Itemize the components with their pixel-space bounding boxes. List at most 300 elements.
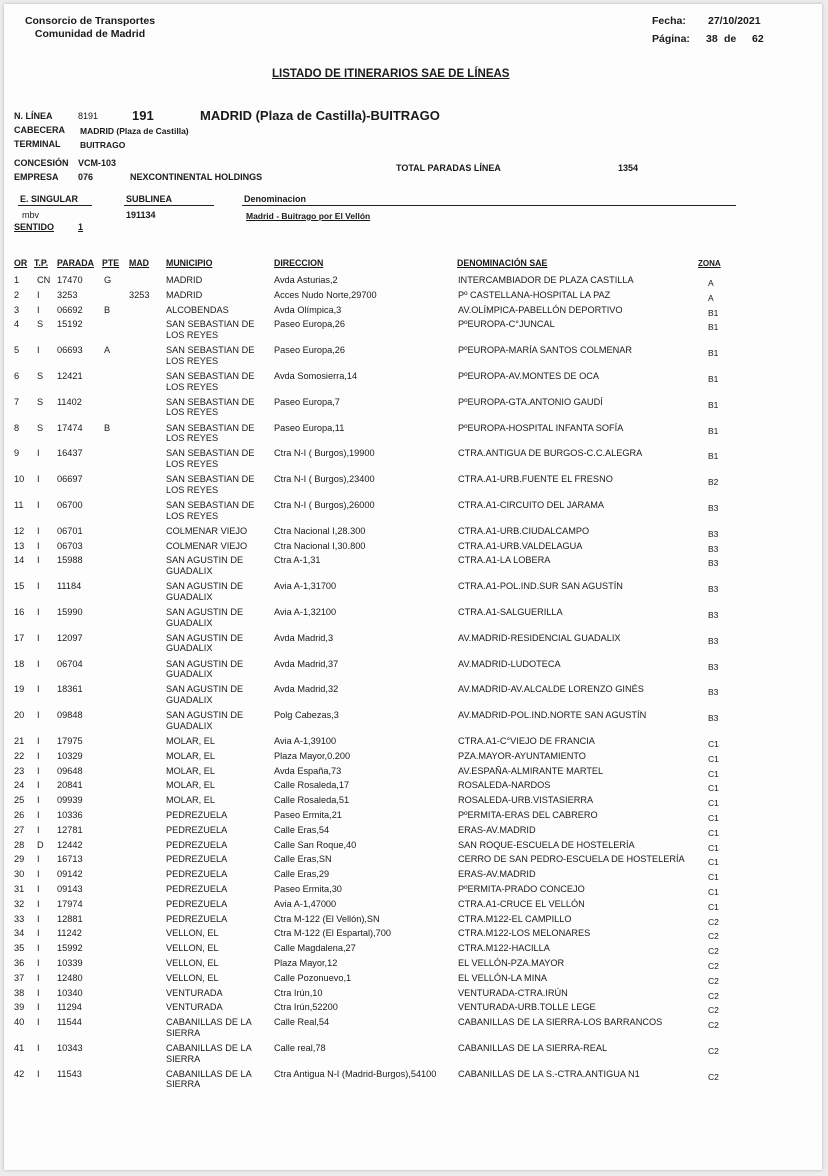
cell-denominacion-sae: CTRA.A1-URB.FUENTE EL FRESNO bbox=[458, 474, 613, 485]
cell-tp: I bbox=[37, 854, 40, 865]
cell-zona: C2 bbox=[708, 1046, 719, 1056]
cell-direccion: Calle San Roque,40 bbox=[274, 839, 357, 850]
cell-direccion: Ctra Antigua N-I (Madrid-Burgos),54100 bbox=[274, 1068, 437, 1079]
cell-municipio: MOLAR, EL bbox=[166, 765, 216, 776]
cell-zona: B3 bbox=[708, 528, 719, 539]
cell-parada: 12097 bbox=[57, 632, 83, 643]
column-header-denominacion-sae: DENOMINACIÓN SAE bbox=[457, 258, 548, 268]
cell-parada: 09143 bbox=[57, 884, 83, 894]
cell-pte: B bbox=[104, 304, 111, 315]
cell-or: 24 bbox=[14, 780, 25, 791]
sublinea-value: 191134 bbox=[126, 210, 156, 220]
nlinea-code: 8191 bbox=[78, 111, 99, 121]
cell-parada: 12421 bbox=[57, 371, 83, 381]
column-header-parada: PARADA bbox=[57, 258, 94, 268]
cell-denominacion-sae: SAN ROQUE-ESCUELA DE HOSTELERÍA bbox=[458, 839, 635, 850]
cell-parada: 12881 bbox=[57, 913, 83, 924]
cell-direccion: Avda España,73 bbox=[274, 765, 342, 776]
cell-tp: S bbox=[37, 422, 44, 433]
cell-denominacion-sae: Pº CASTELLANA-HOSPITAL LA PAZ bbox=[458, 289, 611, 300]
org-line-1: Consorcio de Transportes bbox=[24, 15, 156, 27]
cell-zona: B1 bbox=[708, 451, 719, 462]
cell-zona: C1 bbox=[708, 783, 719, 794]
line-name: MADRID (Plaza de Castilla)-BUITRAGO bbox=[200, 108, 440, 123]
cell-tp: I bbox=[37, 474, 40, 485]
cell-denominacion-sae: ERAS-AV.MADRID bbox=[458, 824, 536, 835]
cell-parada: 17470 bbox=[57, 275, 83, 285]
cell-zona: B2 bbox=[708, 477, 719, 488]
cell-tp: I bbox=[37, 750, 40, 761]
table-row bbox=[4, 973, 822, 988]
cell-parada: 20841 bbox=[57, 780, 83, 791]
cell-municipio: SAN SEBASTIAN DE LOS REYES bbox=[166, 345, 255, 366]
table-row bbox=[4, 780, 822, 795]
cell-direccion: Avda Madrid,37 bbox=[274, 658, 339, 669]
cell-tp: I bbox=[37, 607, 40, 617]
cell-denominacion-sae: AV.ESPAÑA-ALMIRANTE MARTEL bbox=[458, 765, 604, 776]
cell-denominacion-sae: CTRA.A1-CRUCE EL VELLÓN bbox=[458, 898, 585, 909]
cell-direccion: Avda Olímpica,3 bbox=[274, 304, 342, 315]
concesion-label: CONCESIÓN bbox=[14, 158, 69, 168]
cell-zona: B3 bbox=[708, 687, 719, 698]
cell-parada: 17975 bbox=[57, 736, 83, 746]
cell-direccion: Paseo Europa,26 bbox=[274, 319, 346, 330]
cell-municipio: VENTURADA bbox=[166, 1002, 223, 1013]
empresa-label: EMPRESA bbox=[14, 172, 59, 182]
cell-tp: I bbox=[37, 555, 40, 566]
cell-parada: 11544 bbox=[57, 1017, 82, 1028]
cell-denominacion-sae: CTRA.A1-LA LOBERA bbox=[458, 555, 551, 566]
cell-or: 28 bbox=[14, 839, 25, 850]
cell-parada: 11184 bbox=[57, 581, 82, 592]
cell-municipio: PEDREZUELA bbox=[166, 869, 228, 880]
cell-tp: I bbox=[37, 710, 40, 721]
cell-zona: C1 bbox=[708, 901, 719, 912]
cell-zona: B3 bbox=[708, 543, 719, 554]
cell-direccion: Avia A-1,31700 bbox=[274, 581, 337, 592]
cell-tp: I bbox=[37, 928, 40, 939]
table-row bbox=[4, 914, 822, 929]
cell-or: 22 bbox=[14, 750, 25, 761]
cell-tp: I bbox=[37, 780, 40, 791]
cell-municipio: SAN AGUSTIN DE GUADALIX bbox=[166, 632, 244, 654]
concesion-value: VCM-103 bbox=[78, 158, 117, 168]
cell-or: 33 bbox=[14, 913, 25, 924]
cell-parada: 06700 bbox=[57, 500, 83, 510]
table-row bbox=[4, 581, 822, 607]
cell-parada: 10336 bbox=[57, 810, 83, 820]
cell-municipio: PEDREZUELA bbox=[166, 839, 228, 850]
cell-tp: I bbox=[37, 736, 40, 746]
cell-or: 18 bbox=[14, 658, 25, 669]
table-row bbox=[4, 474, 822, 500]
cell-direccion: Paseo Ermita,21 bbox=[274, 810, 342, 820]
empresa-code: 076 bbox=[78, 172, 94, 182]
cell-tp: I bbox=[37, 972, 40, 983]
cell-denominacion-sae: CTRA.A1-CIRCUITO DEL JARAMA bbox=[458, 500, 604, 510]
cell-municipio: CABANILLAS DE LA SIERRA bbox=[166, 1068, 252, 1090]
pagina-de: de bbox=[724, 33, 737, 45]
cell-parada: 11294 bbox=[57, 1002, 82, 1013]
cell-or: 7 bbox=[14, 396, 20, 407]
cell-zona: C1 bbox=[708, 768, 719, 779]
cell-denominacion-sae: PºEUROPA-MARÍA SANTOS COLMENAR bbox=[458, 345, 633, 356]
cell-direccion: Avda Somosierra,14 bbox=[274, 371, 358, 381]
table-row bbox=[4, 766, 822, 781]
cell-municipio: CABANILLAS DE LA SIERRA bbox=[166, 1043, 252, 1064]
cell-or: 36 bbox=[14, 958, 25, 968]
cell-or: 3 bbox=[14, 304, 20, 315]
cell-denominacion-sae: CABANILLAS DE LA SIERRA-REAL bbox=[458, 1043, 608, 1053]
cell-direccion: Calle Eras,SN bbox=[274, 854, 332, 865]
cell-zona: C2 bbox=[708, 931, 719, 942]
cell-or: 12 bbox=[14, 525, 25, 536]
cell-zona: B1 bbox=[708, 399, 719, 410]
cell-parada: 15988 bbox=[57, 555, 83, 566]
cell-municipio: SAN SEBASTIAN DE LOS REYES bbox=[166, 500, 255, 521]
cell-municipio: MOLAR, EL bbox=[166, 780, 216, 791]
table-row bbox=[4, 659, 822, 685]
cell-denominacion-sae: AV.MADRID-LUDOTECA bbox=[458, 658, 561, 669]
cell-direccion: Ctra N-I ( Burgos),19900 bbox=[274, 448, 375, 459]
cell-parada: 17474 bbox=[57, 422, 83, 433]
cell-direccion: Calle real,78 bbox=[274, 1043, 326, 1053]
cell-direccion: Calle Magdalena,27 bbox=[274, 943, 356, 954]
cell-pte: G bbox=[104, 275, 112, 285]
cell-municipio: MOLAR, EL bbox=[166, 795, 216, 806]
cell-tp: I bbox=[37, 765, 40, 776]
cell-tp: I bbox=[37, 1017, 40, 1028]
table-row bbox=[4, 899, 822, 914]
cell-municipio: SAN AGUSTIN DE GUADALIX bbox=[166, 684, 244, 705]
cell-direccion: Polg Cabezas,3 bbox=[274, 710, 339, 721]
cell-parada: 06704 bbox=[57, 658, 83, 669]
cell-or: 40 bbox=[14, 1017, 25, 1028]
cabecera-label: CABECERA bbox=[14, 125, 66, 135]
cell-direccion: Paseo Europa,7 bbox=[274, 396, 340, 407]
cell-tp: S bbox=[37, 371, 44, 381]
cell-tp: I bbox=[37, 824, 40, 835]
table-row bbox=[4, 810, 822, 825]
cell-direccion: Avia A-1,39100 bbox=[274, 736, 337, 746]
org-line-2: Comunidad de Madrid bbox=[34, 28, 146, 40]
cell-tp: CN bbox=[37, 275, 51, 285]
cell-or: 38 bbox=[14, 987, 25, 998]
cell-zona: B3 bbox=[708, 635, 719, 646]
cell-municipio: SAN SEBASTIAN DE LOS REYES bbox=[166, 319, 255, 340]
cell-direccion: Ctra Nacional I,28.300 bbox=[274, 525, 366, 536]
cell-or: 14 bbox=[14, 555, 25, 566]
cell-municipio: SAN SEBASTIAN DE LOS REYES bbox=[166, 422, 255, 444]
cell-direccion: Paseo Europa,11 bbox=[274, 422, 345, 433]
cell-parada: 09848 bbox=[57, 710, 83, 721]
cell-parada: 10339 bbox=[57, 958, 83, 968]
cell-municipio: VENTURADA bbox=[166, 987, 223, 998]
column-header-zona: ZONA bbox=[698, 259, 721, 268]
cell-direccion: Ctra Irún,10 bbox=[274, 987, 323, 998]
cell-tp: I bbox=[37, 987, 40, 998]
cell-tp: I bbox=[37, 1002, 40, 1013]
cell-municipio: SAN SEBASTIAN DE LOS REYES bbox=[166, 396, 255, 418]
cell-direccion: Avda Madrid,3 bbox=[274, 632, 334, 643]
table-row bbox=[4, 684, 822, 710]
cell-denominacion-sae: PºEUROPA-C°JUNCAL bbox=[458, 319, 555, 330]
cell-parada: 11543 bbox=[57, 1068, 82, 1079]
cell-direccion: Ctra N-I ( Burgos),23400 bbox=[274, 474, 375, 485]
cell-zona: B1 bbox=[708, 348, 719, 359]
cell-pte: B bbox=[104, 422, 111, 433]
cell-zona: C2 bbox=[708, 975, 719, 986]
pagina-total: 62 bbox=[752, 33, 764, 45]
cell-municipio: CABANILLAS DE LA SIERRA bbox=[166, 1017, 252, 1038]
cell-municipio: SAN AGUSTIN DE GUADALIX bbox=[166, 607, 244, 628]
cell-tp: I bbox=[37, 540, 40, 551]
cell-parada: 10329 bbox=[57, 750, 83, 761]
cell-denominacion-sae: INTERCAMBIADOR DE PLAZA CASTILLA bbox=[458, 275, 634, 285]
cell-parada: 10340 bbox=[57, 987, 83, 998]
cell-denominacion-sae: CTRA.M122-LOS MELONARES bbox=[458, 928, 591, 939]
sentido-label: SENTIDO bbox=[14, 222, 55, 232]
total-paradas-label: TOTAL PARADAS LÍNEA bbox=[396, 163, 501, 173]
cell-denominacion-sae: VENTURADA-CTRA.IRÚN bbox=[458, 987, 568, 998]
esingular-value: mbv bbox=[22, 210, 40, 220]
cell-or: 15 bbox=[14, 581, 25, 592]
pagina-value: 38 bbox=[706, 33, 718, 45]
cell-denominacion-sae: CTRA.A1-URB.CIUDALCAMPO bbox=[458, 525, 590, 536]
cell-municipio: PEDREZUELA bbox=[166, 810, 228, 820]
cell-or: 29 bbox=[14, 854, 25, 865]
cell-or: 39 bbox=[14, 1002, 25, 1013]
cell-tp: I bbox=[37, 500, 40, 510]
cell-denominacion-sae: CABANILLAS DE LA SIERRA-LOS BARRANCOS bbox=[458, 1017, 663, 1028]
cell-denominacion-sae: CERRO DE SAN PEDRO-ESCUELA DE HOSTELERÍA bbox=[458, 854, 685, 865]
cell-tp: I bbox=[37, 884, 40, 894]
cell-or: 32 bbox=[14, 898, 25, 909]
cell-parada: 15192 bbox=[57, 319, 83, 330]
cell-tp: I bbox=[37, 632, 40, 643]
cell-municipio: SAN AGUSTIN DE GUADALIX bbox=[166, 710, 244, 731]
cell-denominacion-sae: AV.MADRID-AV.ALCALDE LORENZO GINÉS bbox=[458, 684, 644, 695]
cell-zona: B3 bbox=[708, 503, 719, 513]
column-header-or: OR bbox=[14, 258, 28, 268]
cell-denominacion-sae: CTRA.M122-EL CAMPILLO bbox=[458, 913, 572, 924]
table-row bbox=[4, 736, 822, 751]
cell-parada: 06693 bbox=[57, 345, 83, 356]
cell-zona: C1 bbox=[708, 842, 719, 853]
cell-parada: 11402 bbox=[57, 396, 82, 407]
cell-zona: C1 bbox=[708, 857, 719, 868]
cell-parada: 15990 bbox=[57, 607, 83, 617]
organization-name bbox=[4, 15, 176, 41]
cell-parada: 12442 bbox=[57, 839, 83, 850]
table-row bbox=[4, 423, 822, 449]
cell-zona: C2 bbox=[708, 1020, 719, 1031]
cell-denominacion-sae: PºERMITA-ERAS DEL CABRERO bbox=[458, 810, 598, 820]
cell-or: 13 bbox=[14, 540, 25, 551]
table-row bbox=[4, 751, 822, 766]
cell-zona: C1 bbox=[708, 753, 719, 764]
cell-tp: I bbox=[37, 913, 40, 924]
cell-municipio: MADRID bbox=[166, 275, 203, 285]
cell-denominacion-sae: CTRA.A1-C°VIEJO DE FRANCIA bbox=[458, 736, 595, 746]
table-row bbox=[4, 943, 822, 958]
cell-denominacion-sae: EL VELLÓN-LA MINA bbox=[458, 972, 548, 983]
cell-direccion: Calle Eras,54 bbox=[274, 824, 330, 835]
cell-direccion: Avia A-1,47000 bbox=[274, 898, 337, 909]
cell-tp: I bbox=[37, 869, 40, 880]
cell-zona: B1 bbox=[708, 425, 719, 436]
cell-zona: B3 bbox=[708, 584, 719, 595]
cell-parada: 3253 bbox=[57, 289, 78, 300]
cell-direccion: Ctra A-1,31 bbox=[274, 555, 321, 566]
cell-parada: 12480 bbox=[57, 972, 83, 983]
table-row bbox=[4, 305, 822, 320]
cell-municipio: PEDREZUELA bbox=[166, 898, 228, 909]
terminal-label: TERMINAL bbox=[14, 139, 61, 149]
pagina-label: Página: bbox=[652, 33, 690, 45]
cell-or: 2 bbox=[14, 289, 20, 300]
table-row bbox=[4, 526, 822, 541]
table-row bbox=[4, 958, 822, 973]
esingular-label: E. SINGULAR bbox=[20, 194, 79, 204]
cell-zona: C2 bbox=[708, 916, 719, 927]
column-header-direccion: DIRECCION bbox=[274, 258, 324, 268]
cell-tp: I bbox=[37, 810, 40, 820]
table-row bbox=[4, 345, 822, 371]
empresa-name: NEXCONTINENTAL HOLDINGS bbox=[130, 172, 263, 182]
cell-denominacion-sae: AV.MADRID-RESIDENCIAL GUADALIX bbox=[458, 632, 621, 643]
cell-zona: C2 bbox=[708, 946, 719, 957]
table-row bbox=[4, 541, 822, 556]
cell-parada: 06701 bbox=[57, 525, 83, 536]
cell-parada: 06697 bbox=[57, 474, 83, 485]
cell-direccion: Ctra Irún,52200 bbox=[274, 1002, 338, 1013]
cell-parada: 10343 bbox=[57, 1043, 83, 1053]
cell-or: 4 bbox=[14, 319, 20, 330]
table-row bbox=[4, 371, 822, 397]
cell-zona: C2 bbox=[708, 1071, 719, 1082]
nlinea-label: N. LÍNEA bbox=[14, 111, 53, 121]
column-header-mad: MAD bbox=[129, 258, 150, 268]
cell-municipio: COLMENAR VIEJO bbox=[166, 525, 248, 536]
cell-tp: S bbox=[37, 319, 44, 330]
cell-or: 10 bbox=[14, 474, 25, 485]
cell-denominacion-sae: CTRA.M122-HACILLA bbox=[458, 943, 550, 954]
cell-or: 21 bbox=[14, 736, 25, 746]
cell-zona: B1 bbox=[708, 322, 719, 333]
cabecera-value: MADRID (Plaza de Castilla) bbox=[80, 126, 189, 136]
cell-municipio: SAN SEBASTIAN DE LOS REYES bbox=[166, 448, 255, 469]
cell-tp: S bbox=[37, 396, 44, 407]
cell-parada: 06692 bbox=[57, 304, 83, 315]
cell-direccion: Calle Pozonuevo,1 bbox=[274, 972, 352, 983]
cell-denominacion-sae: PºEUROPA-AV.MONTES DE OCA bbox=[458, 371, 600, 381]
esingular-underline bbox=[18, 205, 92, 206]
cell-direccion: Calle Real,54 bbox=[274, 1017, 330, 1028]
cell-denominacion-sae: ROSALEDA-NARDOS bbox=[458, 780, 551, 791]
cell-denominacion-sae: CTRA.A1-URB.VALDELAGUA bbox=[458, 540, 583, 551]
cell-tp: I bbox=[37, 581, 40, 592]
table-row bbox=[4, 290, 822, 305]
cell-or: 26 bbox=[14, 810, 25, 820]
cell-zona: B1 bbox=[708, 307, 719, 318]
cell-or: 6 bbox=[14, 371, 20, 381]
cell-zona: A bbox=[708, 292, 714, 303]
cell-direccion: Plaza Mayor,0.200 bbox=[274, 750, 351, 761]
cell-parada: 17974 bbox=[57, 898, 83, 909]
cell-or: 25 bbox=[14, 795, 25, 806]
table-row bbox=[4, 884, 822, 899]
terminal-value: BUITRAGO bbox=[80, 140, 126, 150]
page-title: LISTADO DE ITINERARIOS SAE DE LÍNEAS bbox=[272, 68, 510, 80]
table-row bbox=[4, 319, 822, 345]
cell-direccion: Calle Rosaleda,17 bbox=[274, 780, 350, 791]
cell-tp: D bbox=[37, 839, 44, 850]
cell-or: 34 bbox=[14, 928, 25, 939]
cell-or: 11 bbox=[14, 500, 24, 510]
cell-parada: 12781 bbox=[57, 824, 83, 835]
cell-zona: B1 bbox=[708, 374, 719, 384]
cell-parada: 09648 bbox=[57, 765, 83, 776]
cell-direccion: Calle Eras,29 bbox=[274, 869, 330, 880]
cell-municipio: VELLON, EL bbox=[166, 928, 219, 939]
cell-direccion: Ctra Nacional I,30.800 bbox=[274, 540, 366, 551]
cell-zona: B3 bbox=[708, 610, 719, 620]
sublinea-label: SUBLINEA bbox=[126, 194, 173, 204]
cell-zona: C1 bbox=[708, 813, 719, 823]
cell-direccion: Avda Asturias,2 bbox=[274, 275, 338, 285]
cell-or: 17 bbox=[14, 632, 25, 643]
denominacion-label: Denominacion bbox=[244, 194, 307, 204]
cell-municipio: VELLON, EL bbox=[166, 958, 219, 968]
cell-denominacion-sae: PºERMITA-PRADO CONCEJO bbox=[458, 884, 585, 894]
cell-parada: 11242 bbox=[57, 928, 82, 939]
fecha-value: 27/10/2021 bbox=[708, 15, 761, 27]
cell-zona: B3 bbox=[708, 558, 719, 569]
cell-direccion: Acces Nudo Norte,29700 bbox=[274, 289, 377, 300]
cell-or: 8 bbox=[14, 422, 20, 433]
cell-or: 42 bbox=[14, 1068, 25, 1079]
cell-municipio: ALCOBENDAS bbox=[166, 304, 229, 315]
cell-or: 19 bbox=[14, 684, 25, 695]
fecha-label: Fecha: bbox=[652, 15, 686, 27]
cell-tp: I bbox=[37, 958, 40, 968]
cell-tp: I bbox=[37, 658, 40, 669]
table-row bbox=[4, 275, 822, 290]
sublinea-underline bbox=[124, 205, 214, 206]
cell-municipio: PEDREZUELA bbox=[166, 824, 228, 835]
cell-denominacion-sae: VENTURADA-URB.TOLLE LEGE bbox=[458, 1002, 596, 1013]
cell-parada: 15992 bbox=[57, 943, 83, 954]
cell-denominacion-sae: PºEUROPA-GTA.ANTONIO GAUDÍ bbox=[458, 396, 603, 407]
cell-direccion: Ctra M-122 (El Espartal),700 bbox=[274, 928, 391, 939]
cell-tp: I bbox=[37, 795, 40, 806]
table-row bbox=[4, 397, 822, 423]
cell-direccion: Ctra N-I ( Burgos),26000 bbox=[274, 500, 375, 510]
cell-tp: I bbox=[37, 304, 40, 315]
cell-municipio: SAN AGUSTIN DE GUADALIX bbox=[166, 581, 244, 602]
nlinea-number: 191 bbox=[132, 108, 154, 123]
cell-or: 9 bbox=[14, 448, 20, 459]
cell-or: 27 bbox=[14, 824, 25, 835]
cell-denominacion-sae: CTRA.A1-POL.IND.SUR SAN AGUSTÍN bbox=[458, 581, 623, 592]
cell-zona: C1 bbox=[708, 739, 719, 749]
cell-zona: C1 bbox=[708, 827, 719, 838]
cell-municipio: MOLAR, EL bbox=[166, 750, 216, 761]
cell-parada: 06703 bbox=[57, 540, 83, 551]
document-page bbox=[4, 4, 822, 1170]
cell-direccion: Avia A-1,32100 bbox=[274, 607, 337, 617]
